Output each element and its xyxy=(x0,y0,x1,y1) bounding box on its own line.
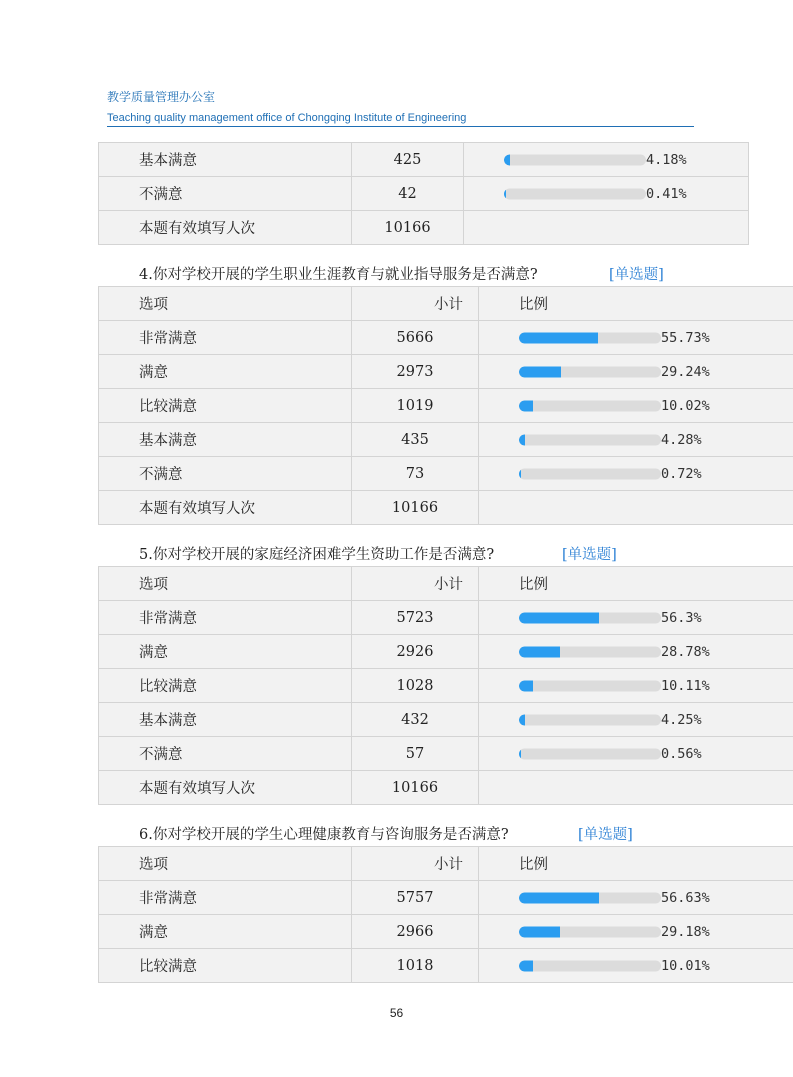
option-count: 1018 xyxy=(352,949,479,983)
ratio-bar-track xyxy=(519,434,661,445)
page-header xyxy=(107,88,694,126)
table-row xyxy=(99,881,793,915)
ratio-bar-fill xyxy=(519,714,525,725)
table-row xyxy=(99,143,749,177)
ratio-cell xyxy=(464,143,749,177)
ratio-percent: 10.02% xyxy=(661,397,710,414)
option-label: 非常满意 xyxy=(99,881,352,915)
table-row xyxy=(99,669,793,703)
option-count: 5757 xyxy=(352,881,479,915)
ratio-bar-fill xyxy=(519,646,560,657)
ratio-bar-fill xyxy=(519,434,525,445)
question-6-table xyxy=(98,846,793,983)
ratio-percent: 29.18% xyxy=(661,923,710,940)
header-office-en: Teaching quality management office of Chongqing Institute of Engineering xyxy=(107,112,467,124)
ratio-percent: 0.72% xyxy=(661,465,702,482)
ratio-bar-fill xyxy=(519,468,521,479)
total-label: 本题有效填写人次 xyxy=(99,491,352,525)
ratio-cell xyxy=(464,177,749,211)
ratio-cell xyxy=(479,635,793,669)
total-row xyxy=(99,491,793,525)
total-count: 10166 xyxy=(352,771,479,805)
col-header-option: 选项 xyxy=(99,847,352,881)
table-row xyxy=(99,423,793,457)
option-count: 432 xyxy=(352,703,479,737)
table-row xyxy=(99,703,793,737)
ratio-percent: 4.28% xyxy=(661,431,702,448)
header-divider xyxy=(107,126,694,127)
option-label: 比较满意 xyxy=(99,669,352,703)
option-count: 5723 xyxy=(352,601,479,635)
table-header-row xyxy=(99,287,793,321)
option-label: 不满意 xyxy=(99,737,352,771)
option-label: 满意 xyxy=(99,635,352,669)
col-header-ratio: 比例 xyxy=(479,287,793,321)
ratio-percent: 29.24% xyxy=(661,363,710,380)
question-5-table xyxy=(98,566,793,805)
ratio-bar-track xyxy=(519,680,661,691)
ratio-bar-fill xyxy=(504,154,510,165)
ratio-percent: 4.25% xyxy=(661,711,702,728)
question-4-table xyxy=(98,286,793,525)
total-label: 本题有效填写人次 xyxy=(99,211,352,245)
question-5-type: [单选题] xyxy=(562,547,617,563)
col-header-option: 选项 xyxy=(99,287,352,321)
option-count: 42 xyxy=(352,177,464,211)
ratio-bar-fill xyxy=(519,960,533,971)
ratio-cell xyxy=(479,915,793,949)
option-label: 基本满意 xyxy=(99,143,352,177)
option-label: 基本满意 xyxy=(99,703,352,737)
ratio-cell xyxy=(479,423,793,457)
continued-table xyxy=(98,142,749,245)
ratio-bar-track xyxy=(519,366,661,377)
ratio-bar-fill xyxy=(519,612,599,623)
table-row xyxy=(99,177,749,211)
ratio-bar-track xyxy=(504,154,646,165)
ratio-bar-track xyxy=(519,468,661,479)
ratio-cell xyxy=(479,457,793,491)
table-row xyxy=(99,949,793,983)
option-count: 425 xyxy=(352,143,464,177)
total-label: 本题有效填写人次 xyxy=(99,771,352,805)
ratio-bar-fill xyxy=(504,188,506,199)
ratio-bar-track xyxy=(519,926,661,937)
ratio-cell xyxy=(479,669,793,703)
table-row xyxy=(99,457,793,491)
ratio-cell xyxy=(479,703,793,737)
total-row xyxy=(99,211,749,245)
table-row xyxy=(99,389,793,423)
ratio-bar-fill xyxy=(519,680,533,691)
ratio-bar-track xyxy=(504,188,646,199)
option-label: 比较满意 xyxy=(99,389,352,423)
table-row xyxy=(99,355,793,389)
table-row xyxy=(99,737,793,771)
ratio-cell xyxy=(479,321,793,355)
ratio-percent: 0.41% xyxy=(646,185,687,202)
ratio-percent: 55.73% xyxy=(661,329,710,346)
ratio-percent: 56.3% xyxy=(661,609,702,626)
total-count: 10166 xyxy=(352,491,479,525)
option-count: 1019 xyxy=(352,389,479,423)
option-label: 满意 xyxy=(99,355,352,389)
option-count: 435 xyxy=(352,423,479,457)
ratio-percent: 28.78% xyxy=(661,643,710,660)
ratio-percent: 10.01% xyxy=(661,957,710,974)
option-count: 57 xyxy=(352,737,479,771)
ratio-bar-track xyxy=(519,646,661,657)
ratio-percent: 56.63% xyxy=(661,889,710,906)
ratio-cell xyxy=(479,737,793,771)
ratio-bar-track xyxy=(519,332,661,343)
table-header-row xyxy=(99,567,793,601)
table-row xyxy=(99,601,793,635)
page-number: 56 xyxy=(389,1006,404,1020)
col-header-count: 小计 xyxy=(352,567,479,601)
total-row xyxy=(99,771,793,805)
option-label: 不满意 xyxy=(99,177,352,211)
ratio-cell xyxy=(479,389,793,423)
ratio-cell xyxy=(479,881,793,915)
option-count: 1028 xyxy=(352,669,479,703)
ratio-bar-fill xyxy=(519,400,533,411)
ratio-bar-track xyxy=(519,748,661,759)
table-row xyxy=(99,635,793,669)
option-label: 非常满意 xyxy=(99,321,352,355)
ratio-bar-track xyxy=(519,400,661,411)
ratio-percent: 4.18% xyxy=(646,151,687,168)
question-4-title: 4.你对学校开展的学生职业生涯教育与就业指导服务是否满意? xyxy=(139,267,538,283)
ratio-bar-fill xyxy=(519,748,521,759)
ratio-percent: 10.11% xyxy=(661,677,710,694)
ratio-cell xyxy=(479,355,793,389)
total-count: 10166 xyxy=(352,211,464,245)
option-label: 不满意 xyxy=(99,457,352,491)
table-header-row xyxy=(99,847,793,881)
ratio-cell xyxy=(479,949,793,983)
option-count: 2973 xyxy=(352,355,479,389)
question-6-title: 6.你对学校开展的学生心理健康教育与咨询服务是否满意? xyxy=(139,827,509,843)
option-label: 基本满意 xyxy=(99,423,352,457)
option-count: 2926 xyxy=(352,635,479,669)
table-row xyxy=(99,321,793,355)
option-label: 比较满意 xyxy=(99,949,352,983)
ratio-cell xyxy=(479,601,793,635)
col-header-count: 小计 xyxy=(352,287,479,321)
option-count: 5666 xyxy=(352,321,479,355)
ratio-bar-track xyxy=(519,612,661,623)
ratio-percent: 0.56% xyxy=(661,745,702,762)
col-header-option: 选项 xyxy=(99,567,352,601)
question-6-type: [单选题] xyxy=(578,827,633,843)
question-4-type: [单选题] xyxy=(609,267,664,283)
ratio-bar-track xyxy=(519,960,661,971)
header-office-cn: 教学质量管理办公室 xyxy=(107,90,216,104)
col-header-ratio: 比例 xyxy=(479,847,793,881)
ratio-bar-fill xyxy=(519,926,560,937)
ratio-bar-fill xyxy=(519,332,598,343)
table-row xyxy=(99,915,793,949)
col-header-ratio: 比例 xyxy=(479,567,793,601)
ratio-bar-track xyxy=(519,714,661,725)
option-count: 73 xyxy=(352,457,479,491)
option-label: 满意 xyxy=(99,915,352,949)
option-label: 非常满意 xyxy=(99,601,352,635)
question-5-title: 5.你对学校开展的家庭经济困难学生资助工作是否满意? xyxy=(139,547,495,563)
col-header-count: 小计 xyxy=(352,847,479,881)
option-count: 2966 xyxy=(352,915,479,949)
ratio-bar-track xyxy=(519,892,661,903)
ratio-bar-fill xyxy=(519,892,599,903)
ratio-bar-fill xyxy=(519,366,561,377)
